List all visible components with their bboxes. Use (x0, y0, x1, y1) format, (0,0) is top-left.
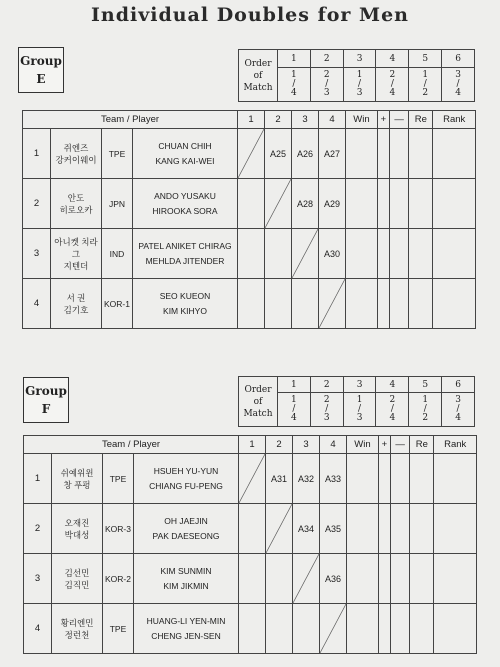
order-pair: 2 / 3 (310, 393, 343, 427)
player-names: CHUAN CHIH KANG KAI-WEI (133, 129, 238, 179)
match-cell: A28 (292, 179, 319, 229)
team-player-header: Team / Player (23, 111, 238, 129)
match-cell: A29 (319, 179, 346, 229)
self-match-cell (293, 554, 320, 604)
minus-cell (389, 179, 408, 229)
win-cell (346, 129, 378, 179)
player-names: ANDO YUSAKU HIROOKA SORA (133, 179, 238, 229)
order-col: 5 (409, 50, 442, 68)
minus-header: — (389, 111, 408, 129)
win-cell (346, 179, 378, 229)
plus-cell (377, 179, 389, 229)
win-cell (347, 504, 379, 554)
minus-cell (390, 604, 409, 654)
plus-header: + (378, 436, 390, 454)
plus-header: + (377, 111, 389, 129)
match-cell: A36 (320, 554, 347, 604)
group-letter: F (41, 402, 51, 416)
rank-cell (434, 504, 477, 554)
group-f-table (23, 435, 477, 654)
win-header: Win (347, 436, 379, 454)
korean-names: 안도 히로오카 (51, 179, 102, 229)
order-pair: 1 / 3 (343, 68, 376, 102)
match-cell: A33 (320, 454, 347, 504)
minus-cell (390, 454, 409, 504)
re-cell (409, 129, 433, 179)
country-code: TPE (103, 454, 134, 504)
match-cell (266, 554, 293, 604)
korean-names: 서 권 김기호 (51, 279, 102, 329)
self-match-cell (238, 129, 265, 179)
col-header-2: 2 (265, 111, 292, 129)
rank-cell (434, 454, 477, 504)
rank-cell (433, 229, 476, 279)
order-col: 5 (409, 377, 442, 393)
win-cell (347, 554, 379, 604)
self-match-cell (319, 279, 346, 329)
col-header-3: 3 (293, 436, 320, 454)
minus-cell (389, 279, 408, 329)
order-col: 2 (310, 50, 343, 68)
row-number: 1 (23, 129, 51, 179)
re-cell (409, 179, 433, 229)
match-cell: A32 (293, 454, 320, 504)
rank-cell (433, 129, 476, 179)
minus-cell (390, 554, 409, 604)
row-number: 2 (24, 504, 52, 554)
order-pair: 1 / 3 (343, 393, 376, 427)
country-code: KOR-1 (102, 279, 133, 329)
order-pair: 1 / 4 (278, 68, 311, 102)
group-letter: E (36, 72, 46, 86)
match-cell: A26 (292, 129, 319, 179)
row-number: 1 (24, 454, 52, 504)
plus-cell (377, 229, 389, 279)
country-code: KOR-3 (103, 504, 134, 554)
win-cell (347, 454, 379, 504)
self-match-cell (239, 454, 266, 504)
match-cell: A25 (265, 129, 292, 179)
group-label: Group (25, 384, 67, 398)
match-cell: A27 (319, 129, 346, 179)
match-cell: A34 (293, 504, 320, 554)
plus-cell (377, 129, 389, 179)
country-code: TPE (103, 604, 134, 654)
country-code: KOR-2 (103, 554, 134, 604)
col-header-1: 1 (238, 111, 265, 129)
order-pair: 1 / 2 (409, 68, 442, 102)
table-row (24, 454, 477, 504)
order-col: 2 (310, 377, 343, 393)
order-pair: 3 / 4 (442, 393, 475, 427)
plus-cell (378, 604, 390, 654)
win-cell (347, 604, 379, 654)
match-cell (239, 554, 266, 604)
minus-header: — (390, 436, 409, 454)
minus-cell (390, 504, 409, 554)
order-col: 6 (442, 377, 475, 393)
match-cell (265, 229, 292, 279)
table-row (23, 279, 476, 329)
order-col: 4 (376, 377, 409, 393)
plus-cell (378, 504, 390, 554)
row-number: 3 (24, 554, 52, 604)
row-number: 4 (24, 604, 52, 654)
player-names: HSUEH YU-YUN CHIANG FU-PENG (134, 454, 239, 504)
rank-cell (434, 554, 477, 604)
row-number: 4 (23, 279, 51, 329)
order-col: 1 (278, 50, 311, 68)
match-cell (292, 279, 319, 329)
plus-cell (378, 554, 390, 604)
korean-names: 황리엔민 정런천 (52, 604, 103, 654)
order-col: 3 (343, 377, 376, 393)
table-row (23, 129, 476, 179)
table-row (24, 604, 477, 654)
order-pair: 2 / 4 (376, 68, 409, 102)
re-cell (410, 454, 434, 504)
win-cell (346, 279, 378, 329)
group-f-order-of-match (238, 376, 475, 427)
team-player-header: Team / Player (24, 436, 239, 454)
order-of-match-label: Order of Match (239, 377, 278, 427)
re-cell (410, 504, 434, 554)
group-e-label (18, 47, 64, 93)
re-cell (410, 554, 434, 604)
minus-cell (389, 229, 408, 279)
win-cell (346, 229, 378, 279)
col-header-4: 4 (319, 111, 346, 129)
match-cell (239, 504, 266, 554)
country-code: JPN (102, 179, 133, 229)
re-cell (410, 604, 434, 654)
row-number: 2 (23, 179, 51, 229)
order-of-match-label: Order of Match (239, 50, 278, 102)
order-col: 4 (376, 50, 409, 68)
group-e-table (22, 110, 476, 329)
self-match-cell (292, 229, 319, 279)
order-col: 1 (278, 377, 311, 393)
minus-cell (389, 129, 408, 179)
order-pair: 2 / 4 (376, 393, 409, 427)
order-col: 3 (343, 50, 376, 68)
row-number: 3 (23, 229, 51, 279)
player-names: OH JAEJIN PAK DAESEONG (134, 504, 239, 554)
match-cell (238, 279, 265, 329)
match-cell (239, 604, 266, 654)
re-cell (409, 279, 433, 329)
order-pair: 1 / 4 (278, 393, 311, 427)
order-pair: 3 / 4 (442, 68, 475, 102)
page-title: Individual Doubles for Men (91, 4, 409, 26)
group-e-order-of-match (238, 49, 475, 102)
player-names: HUANG-LI YEN-MIN CHENG JEN-SEN (134, 604, 239, 654)
rank-header: Rank (433, 111, 476, 129)
korean-names: 오재진 박대성 (52, 504, 103, 554)
win-header: Win (346, 111, 378, 129)
plus-cell (378, 454, 390, 504)
col-header-2: 2 (266, 436, 293, 454)
self-match-cell (266, 504, 293, 554)
rank-cell (433, 279, 476, 329)
match-cell (265, 279, 292, 329)
player-names: PATEL ANIKET CHIRAG MEHLDA JITENDER (133, 229, 238, 279)
col-header-3: 3 (292, 111, 319, 129)
order-pair: 1 / 2 (409, 393, 442, 427)
group-f-label (23, 377, 69, 423)
korean-names: 아니켓 치라그 지텐더 (51, 229, 102, 279)
table-row (24, 554, 477, 604)
match-cell: A31 (266, 454, 293, 504)
rank-cell (433, 179, 476, 229)
re-header: Re (410, 436, 434, 454)
country-code: TPE (102, 129, 133, 179)
match-cell: A30 (319, 229, 346, 279)
match-cell (293, 604, 320, 654)
re-header: Re (409, 111, 433, 129)
re-cell (409, 229, 433, 279)
player-names: SEO KUEON KIM KIHYO (133, 279, 238, 329)
table-row (23, 229, 476, 279)
col-header-4: 4 (320, 436, 347, 454)
match-cell: A35 (320, 504, 347, 554)
country-code: IND (102, 229, 133, 279)
match-cell (238, 229, 265, 279)
self-match-cell (320, 604, 347, 654)
korean-names: 김선민 김직민 (52, 554, 103, 604)
order-col: 6 (442, 50, 475, 68)
korean-names: 쉬예위윈 창 푸펑 (52, 454, 103, 504)
player-names: KIM SUNMIN KIM JIKMIN (134, 554, 239, 604)
table-row (24, 504, 477, 554)
self-match-cell (265, 179, 292, 229)
korean-names: 쥐엔즈 강커이웨이 (51, 129, 102, 179)
order-pair: 2 / 3 (310, 68, 343, 102)
col-header-1: 1 (239, 436, 266, 454)
rank-header: Rank (434, 436, 477, 454)
match-cell (238, 179, 265, 229)
table-row (23, 179, 476, 229)
rank-cell (434, 604, 477, 654)
plus-cell (377, 279, 389, 329)
match-cell (266, 604, 293, 654)
group-label: Group (20, 54, 62, 68)
